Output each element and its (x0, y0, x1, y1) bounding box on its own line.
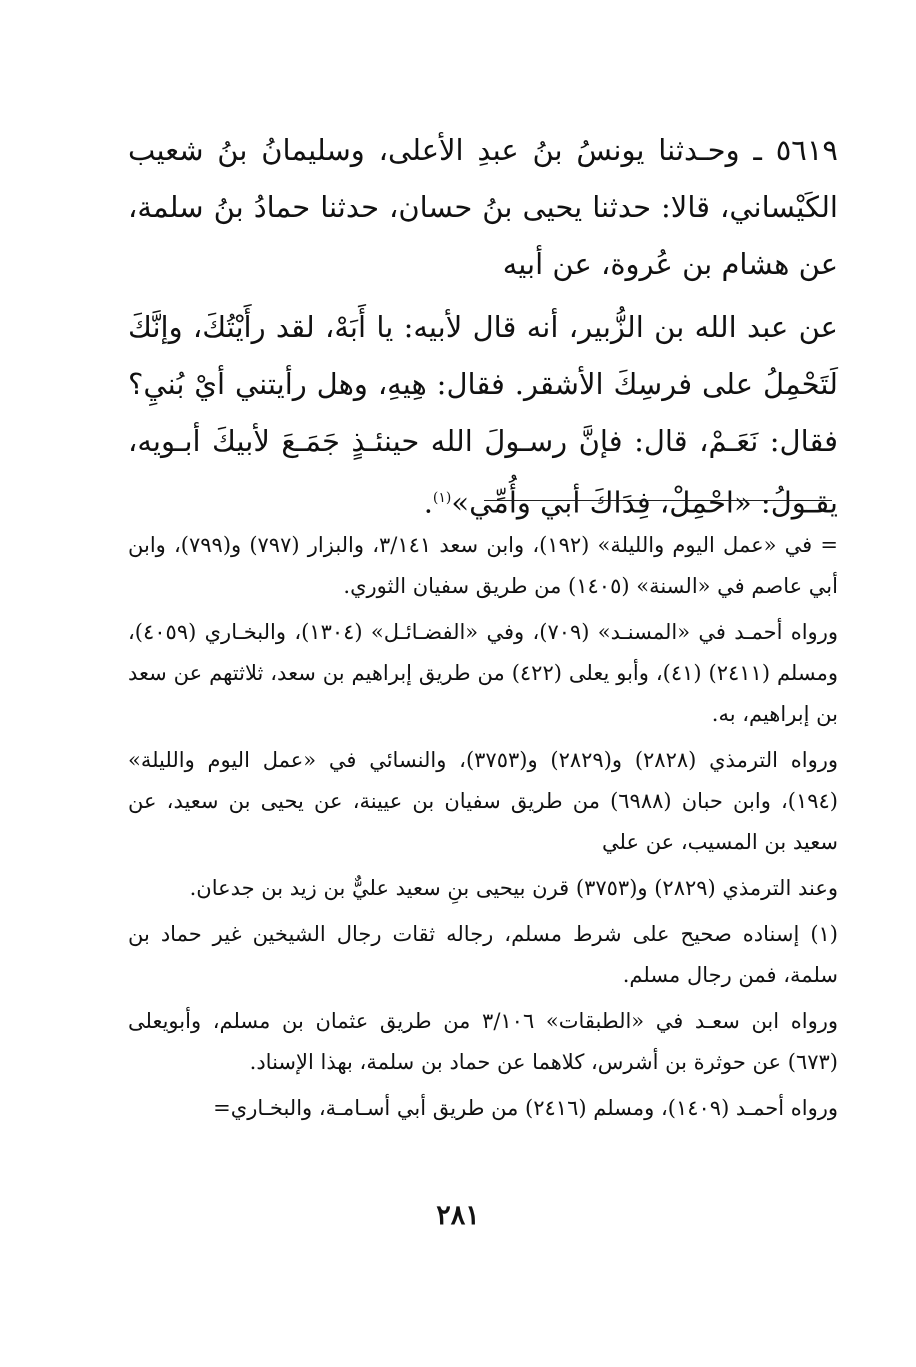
main-text (128, 122, 838, 532)
footnote-paragraph: ورواه ابن سعـد في «الطبقات» ٣/١٠٦ من طريق عثمان بن مسلم، وأبويعلى (٦٧٣) عن حوثرة بن أشرس، كلاهما عن حماد بن سلمة، بهذا الإسناد. (128, 1009, 838, 1074)
footnotes (128, 525, 838, 1129)
footnote-paragraph: ورواه الترمذي (٢٨٢٨) و(٢٨٢٩) و(٣٧٥٣)، والنسائي في «عمل اليوم والليلة» (١٩٤)، وابن حبان (٦٩٨٨) من طريق سفيان بن عيينة، عن يحيى بن سعيد، عن سعيد بن المسيب، عن علي (128, 748, 839, 854)
footnote-paragraph: ورواه أحمـد في «المسنـد» (٧٠٩)، وفي «الفضـائـل» (١٣٠٤)، والبخـاري (٤٠٥٩)، ومسلم (٢٤١١) (٤١)، وأبو يعلى (٤٢٢) من طريق إبراهيم بن سعد، ثلاثتهم عن سعد بن إبراهيم، به. (128, 620, 839, 726)
hadith-chain-paragraph: ٥٦١٩ ـ وحـدثنا يونسُ بنُ عبدِ الأعلى، وسليمانُ بنُ شعيب الكَيْساني، قالا: حدثنا يحيى بنُ حسان، حدثنا حمادُ بنُ سلمة، عن هشام بن عُروة، عن أبيه (128, 133, 838, 281)
footnote-paragraph: وعند الترمذي (٢٨٢٩) و(٣٧٥٣) قرن بيحيى بنِ سعيد عليٌّ بن زيد بن جدعان. (189, 876, 838, 900)
footnote-paragraph: (١) إسناده صحيح على شرط مسلم، رجاله ثقات رجال الشيخين غير حماد بن سلمة، فمن رجال مسلم. (128, 922, 838, 987)
hadith-text: عن عبد الله بن الزُّبير، أنه قال لأبيه: يا أَبَهْ، لقد رأَيْتُكَ، وإنَّكَ لَتَحْمِلُ على فرسِكَ الأشقر. فقال: هِيهِ، وهل رأيتني أيْ بُنيِ؟ فقال: نَعَـمْ، قال: فإنَّ رسـولَ الله حينئـذٍ جَمَـعَ لأبيكَ أبـويه، يقـولُ: «احْمِلْ، فِدَاكَ أبي وأُمِّي» (128, 310, 838, 520)
footnote-separator (484, 500, 832, 501)
footnote-paragraph: ورواه أحمـد (١٤٠٩)، ومسلم (٢٤١٦) من طريق أبي أسـامـة، والبخـاري= (213, 1096, 838, 1120)
hadith-text-paragraph: عن عبد الله بن الزُّبير، أنه قال لأبيه: يا أَبَهْ، لقد رأَيْتُكَ، وإنَّكَ لَتَحْمِلُ على فرسِكَ الأشقر. فقال: هِيهِ، وهل رأيتني أيْ بُنيِ؟ فقال: نَعَـمْ، قال: فإنَّ رسـولَ الله حينئـذٍ جَمَـعَ لأبيكَ أبـويه، يقـولُ: «احْمِلْ، فِدَاكَ أبي وأُمِّي»$^{(١)}$. (128, 310, 838, 520)
page-number: ٢٨١ (436, 1200, 480, 1231)
footnote-reference: (١) (432, 490, 452, 506)
footnote-paragraph: = في «عمل اليوم والليلة» (١٩٢)، وابن سعد ٣/١٤١، والبزار (٧٩٧) و(٧٩٩)، وابن أبي عاصم في «السنة» (١٤٠٥) من طريق سفيان الثوري. (128, 533, 838, 598)
